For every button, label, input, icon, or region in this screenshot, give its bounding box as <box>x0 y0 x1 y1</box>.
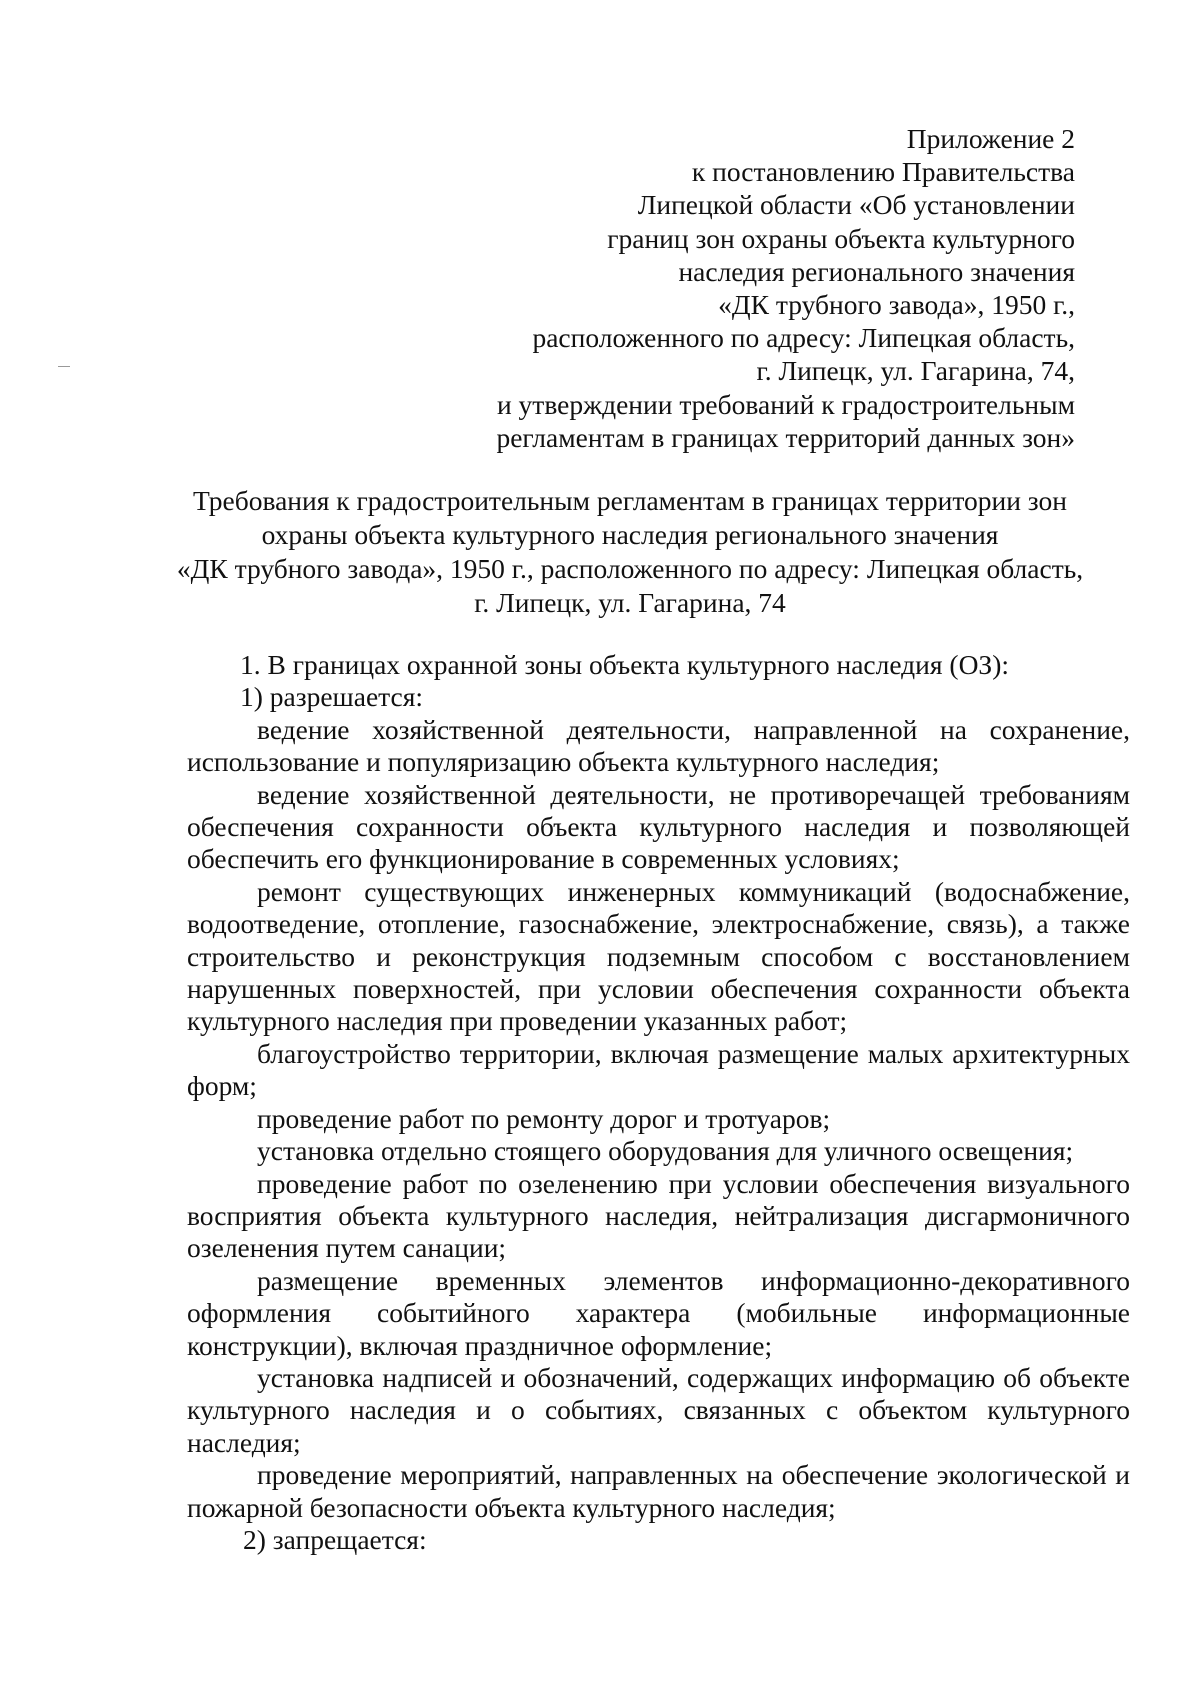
appendix-line: и утверждении требований к градостроительным <box>496 388 1075 420</box>
subsection-heading: 1) разрешается: <box>240 681 423 713</box>
document-body <box>187 649 1130 1556</box>
appendix-line: Липецкой области «Об установлении <box>637 189 1075 221</box>
body-paragraph: ведение хозяйственной деятельности, не противоречащей требованиям обеспечения сохранности объекта культурного наследия и позволяющей обеспечить его функционирование в современных условиях; <box>187 778 1130 875</box>
appendix-line: «ДК трубного завода», 1950 г., <box>718 289 1075 321</box>
title-line: «ДК трубного завода», 1950 г., расположенного по адресу: Липецкая область, <box>176 553 1084 584</box>
body-paragraph: благоустройство территории, включая размещение малых архитектурных форм; <box>187 1037 1130 1102</box>
subsection-heading: 2) запрещается: <box>243 1523 427 1555</box>
body-paragraph: ведение хозяйственной деятельности, направленной на сохранение, использование и популяризацию объекта культурного наследия; <box>187 713 1130 778</box>
appendix-header <box>435 122 1075 454</box>
appendix-line: Приложение 2 <box>906 123 1075 154</box>
section-heading: 1. В границах охранной зоны объекта культурного наследия (ОЗ): <box>240 649 1010 680</box>
appendix-line: к постановлению Правительства <box>691 156 1075 188</box>
appendix-line: границ зон охраны объекта культурного <box>607 222 1075 254</box>
title-line: г. Липецк, ул. Гагарина, 74 <box>474 587 786 618</box>
body-paragraph: проведение мероприятий, направленных на обеспечение экологической и пожарной безопасности объекта культурного наследия; <box>187 1459 1130 1523</box>
document-title <box>170 484 1090 620</box>
body-paragraph: ремонт существующих инженерных коммуникаций (водоснабжение, водоотведение, отопление, газоснабжение, электроснабжение, связь), а также строительство и реконструкция подземным способом с восстановлением нарушенных поверхностей, при условии обеспечения сохранности объекта культурного наследия при проведении указанных работ; <box>187 875 1130 1037</box>
body-paragraph: установка надписей и обозначений, содержащих информацию об объекте культурного наследия и о событиях, связанных с объектом культурного наследия; <box>187 1361 1130 1458</box>
title-line: охраны объекта культурного наследия регионального значения <box>261 519 999 550</box>
body-paragraph: проведение работ по ремонту дорог и тротуаров; <box>257 1102 831 1134</box>
title-line: Требования к градостроительным регламентам в границах территории зон <box>193 485 1067 516</box>
appendix-line: г. Липецк, ул. Гагарина, 74, <box>756 355 1075 387</box>
appendix-line: расположенного по адресу: Липецкая область, <box>532 322 1075 354</box>
body-paragraph: установка отдельно стоящего оборудования для уличного освещения; <box>257 1135 1074 1167</box>
body-paragraph: проведение работ по озеленению при условии обеспечения визуального восприятия объекта культурного наследия, нейтрализация дисгармоничного озеленения путем санации; <box>187 1167 1130 1264</box>
appendix-line: наследия регионального значения <box>678 255 1075 287</box>
body-paragraph: размещение временных элементов информационно-декоративного оформления событийного характера (мобильные информационные конструкции), включая праздничное оформление; <box>187 1264 1130 1361</box>
appendix-line: регламентам в границах территорий данных зон» <box>496 421 1075 453</box>
margin-mark <box>58 366 70 367</box>
